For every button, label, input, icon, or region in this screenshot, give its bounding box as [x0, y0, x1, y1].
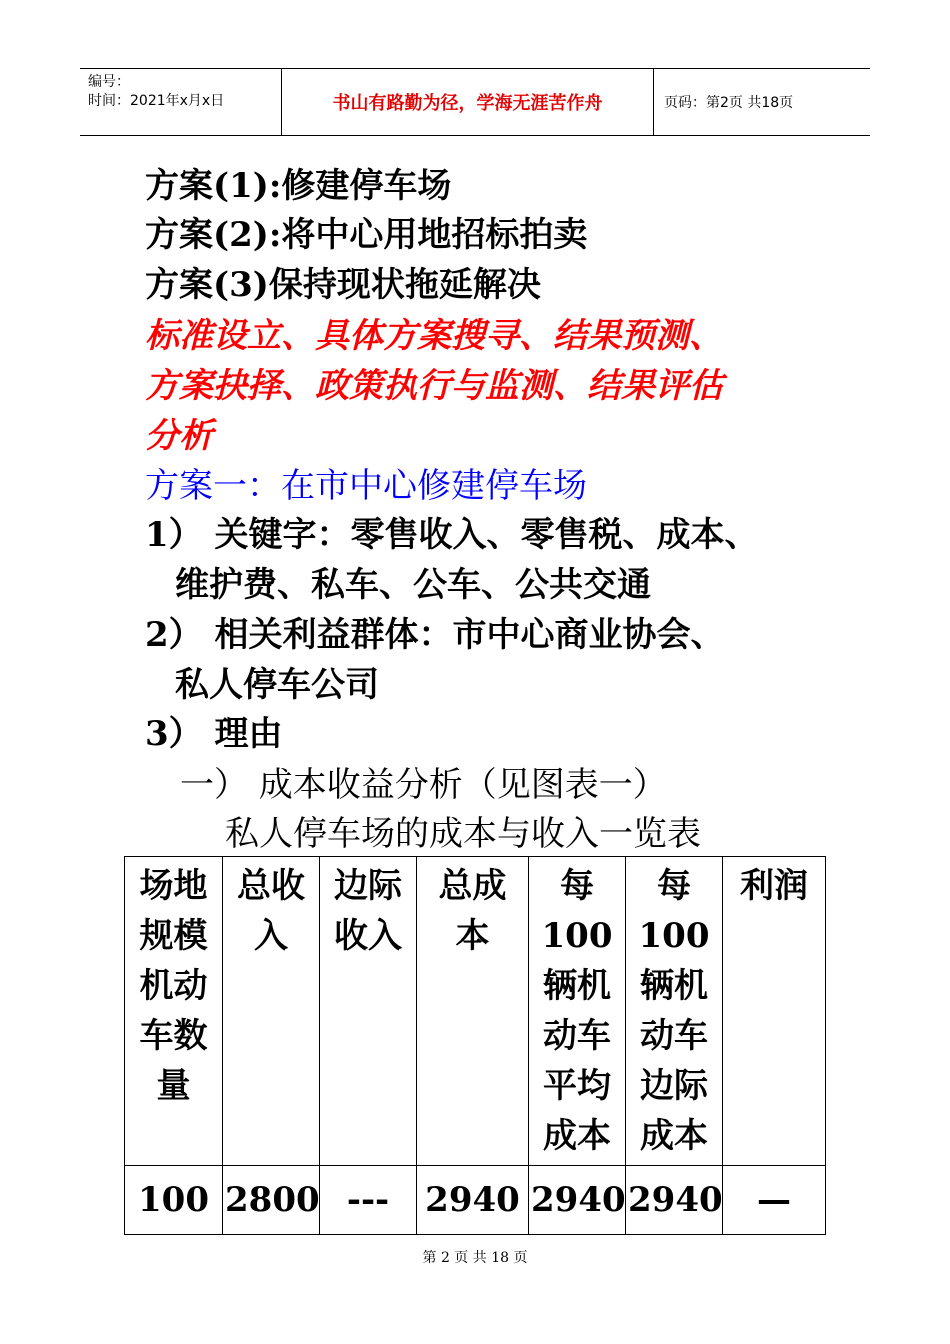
plan-line-3: 方案(3)保持现状拖延解决: [145, 265, 541, 305]
item-cost-benefit: 一） 成本收益分析（见图表一）: [180, 765, 667, 805]
header-cell-marginal-revenue: 边际 收入: [320, 857, 417, 1166]
item-stakeholders-cont: 私人停车公司: [175, 665, 379, 705]
header-page-info: 页码：第2页 共18页: [664, 95, 794, 111]
item-keywords: 1） 关键字：零售收入、零售税、成本、: [145, 515, 759, 555]
header-cell-total-revenue: 总收 入: [223, 857, 320, 1166]
header-cell-average-cost: 每 100 辆机 动车 平均 成本: [529, 857, 626, 1166]
table-title: 私人停车场的成本与收入一览表: [225, 814, 701, 854]
cell-total-cost: 2940: [417, 1166, 529, 1235]
cell-profit: —: [723, 1166, 826, 1235]
header-meta: [80, 69, 282, 135]
table-row: [125, 1166, 826, 1235]
item-reasons: 3） 理由: [145, 714, 283, 754]
cell-marginal-revenue: ---: [320, 1166, 417, 1235]
header-time: 时间：2021年x月x日: [88, 93, 225, 109]
cell-total-revenue: 2800: [223, 1166, 320, 1235]
plan-line-2: 方案(2):将中心用地招标拍卖: [145, 215, 588, 255]
plan-line-1: 方案(1):修建停车场: [145, 166, 452, 206]
header-motto: 书山有路勤为径，学海无涯苦作舟: [282, 69, 654, 135]
cost-revenue-table: [124, 856, 826, 1235]
page-header: [80, 68, 870, 136]
item-stakeholders: 2） 相关利益群体：市中心商业协会、: [145, 615, 725, 655]
plan-one-heading: 方案一：在市中心修建停车场: [145, 466, 587, 506]
cell-scale: 100: [125, 1166, 223, 1235]
process-line-1: 标准设立、具体方案搜寻、结果预测、: [145, 316, 723, 356]
table-header-row: [125, 857, 826, 1166]
header-number: 编号：: [88, 74, 130, 90]
header-cell-scale: 场地 规模 机动 车数 量: [125, 857, 223, 1166]
page-footer: 第 2 页 共 18 页: [422, 1250, 528, 1266]
cell-marginal-cost: 2940: [626, 1166, 723, 1235]
process-line-2: 方案抉择、政策执行与监测、结果评估: [145, 366, 723, 406]
cell-average-cost: 2940: [529, 1166, 626, 1235]
header-cell-marginal-cost: 每 100 辆机 动车 边际 成本: [626, 857, 723, 1166]
process-line-3: 分析: [145, 416, 213, 456]
header-cell-total-cost: 总成 本: [417, 857, 529, 1166]
header-cell-profit: 利润: [723, 857, 826, 1166]
item-keywords-cont: 维护费、私车、公车、公共交通: [175, 565, 651, 605]
